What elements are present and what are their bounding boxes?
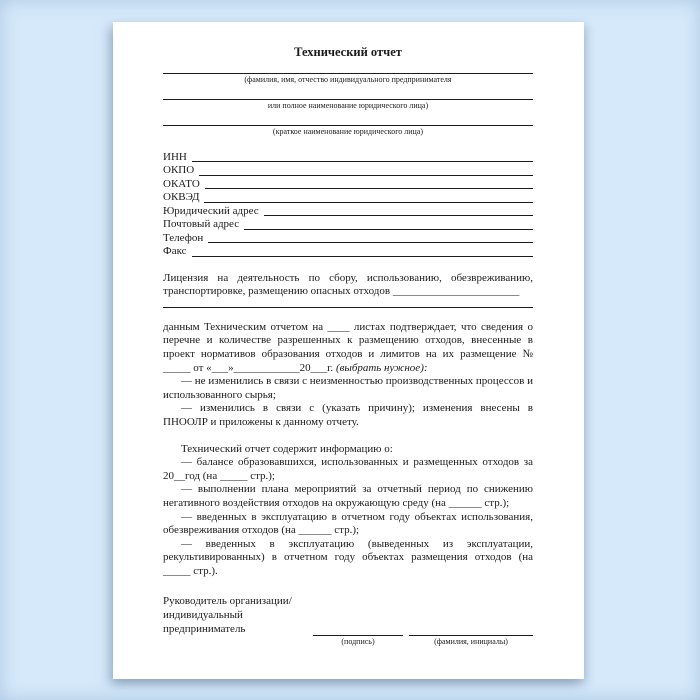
blank-line [204, 202, 533, 203]
signature-blank-signature [313, 624, 403, 647]
field-row-postal-address [163, 218, 533, 232]
blank-caption: (фамилия, инициалы) [434, 637, 508, 647]
blank-line [192, 161, 533, 162]
blank-line [244, 229, 533, 230]
signature-role [163, 595, 313, 636]
blank-line [264, 215, 533, 216]
field-row-legal-address [163, 205, 533, 219]
field-row-phone [163, 232, 533, 246]
field-label: ОКПО [163, 164, 195, 176]
blank-line [205, 188, 533, 189]
signature-section [163, 595, 533, 647]
signature-role-line: индивидуальный [163, 609, 243, 622]
signature-blank-name [409, 624, 533, 647]
blank-line [199, 175, 533, 176]
header-blank-short-name [163, 125, 533, 137]
document-page [113, 22, 584, 679]
blank-line [208, 242, 533, 243]
blank-caption: (фамилия, имя, отчество индивидуального предпринимателя [244, 74, 452, 84]
signature-role-line: Руководитель организации/ [163, 595, 292, 608]
signature-role-line: предприниматель [163, 622, 246, 635]
confirmation-italic-note: (выбрать нужное): [335, 361, 428, 374]
field-row-inn [163, 151, 533, 165]
confirmation-option: — не изменились в связи с неизменностью производственных процессов и использованного сырья; [163, 375, 533, 401]
confirmation-paragraph [163, 321, 533, 375]
header-blank-entrepreneur [163, 73, 533, 85]
blank-line [163, 299, 533, 308]
field-label: Юридический адрес [163, 204, 259, 217]
signature-blanks [313, 624, 533, 647]
field-label: ОКВЭД [163, 191, 200, 203]
field-label: Почтовый адрес [163, 218, 240, 230]
blank-caption: или полное наименование юридического лица) [267, 100, 429, 110]
contents-item: — выполнении плана мероприятий за отчетный период по снижению негативного воздействия отходов на окружающую среду (на ______ стр.); [163, 483, 533, 509]
confirmation-option: — изменились в связи с (указать причину); изменения внесены в ПНООЛР и приложены к данному отчету. [163, 402, 533, 428]
field-label: Телефон [163, 231, 204, 244]
field-row-okved [163, 191, 533, 205]
blank-line [163, 99, 533, 100]
contents-item: — балансе образовавшихся, использованных и размещенных отходов за 20__год (на _____ стр.); [163, 456, 533, 482]
blank-line [163, 125, 533, 126]
field-row-okato [163, 178, 533, 192]
blank-line [409, 624, 533, 636]
field-label: ИНН [163, 150, 187, 163]
header-blank-full-name [163, 99, 533, 111]
contents-intro: Технический отчет содержит информацию о: [181, 442, 393, 455]
field-row-fax [163, 245, 533, 259]
contents-item: — введенных в эксплуатацию в отчетном году объектах использования, обезвреживания отходов (на ______ стр.); [163, 510, 533, 537]
blank-line [192, 256, 533, 257]
blank-caption: (подпись) [341, 637, 375, 647]
blank-caption: (краткое наименование юридического лица) [272, 126, 424, 136]
blank-line [163, 73, 533, 74]
confirmation-text: данным Техническим отчетом на ____ листах подтверждает, что сведения о перечне и количестве разрешенных к размещению отходов, внесенные в проект нормативов образования отходов и лимитов на их размещение № _____ от «___»____________20___г. [163, 320, 533, 374]
requisites-section [163, 151, 533, 259]
field-label: ОКАТО [163, 177, 200, 190]
license-clause: Лицензия на деятельность по сбору, использованию, обезвреживанию, транспортировке, размещению опасных отходов _______________________ [163, 271, 533, 298]
blank-line [313, 624, 403, 636]
field-label: Факс [163, 245, 187, 257]
field-row-okpo [163, 164, 533, 178]
document-title: Технический отчет [294, 45, 402, 59]
contents-item: — введенных в эксплуатацию (выведенных из эксплуатации, рекультивированных) в отчетном году объектах размещения отходов (на _____ стр.). [163, 537, 533, 577]
